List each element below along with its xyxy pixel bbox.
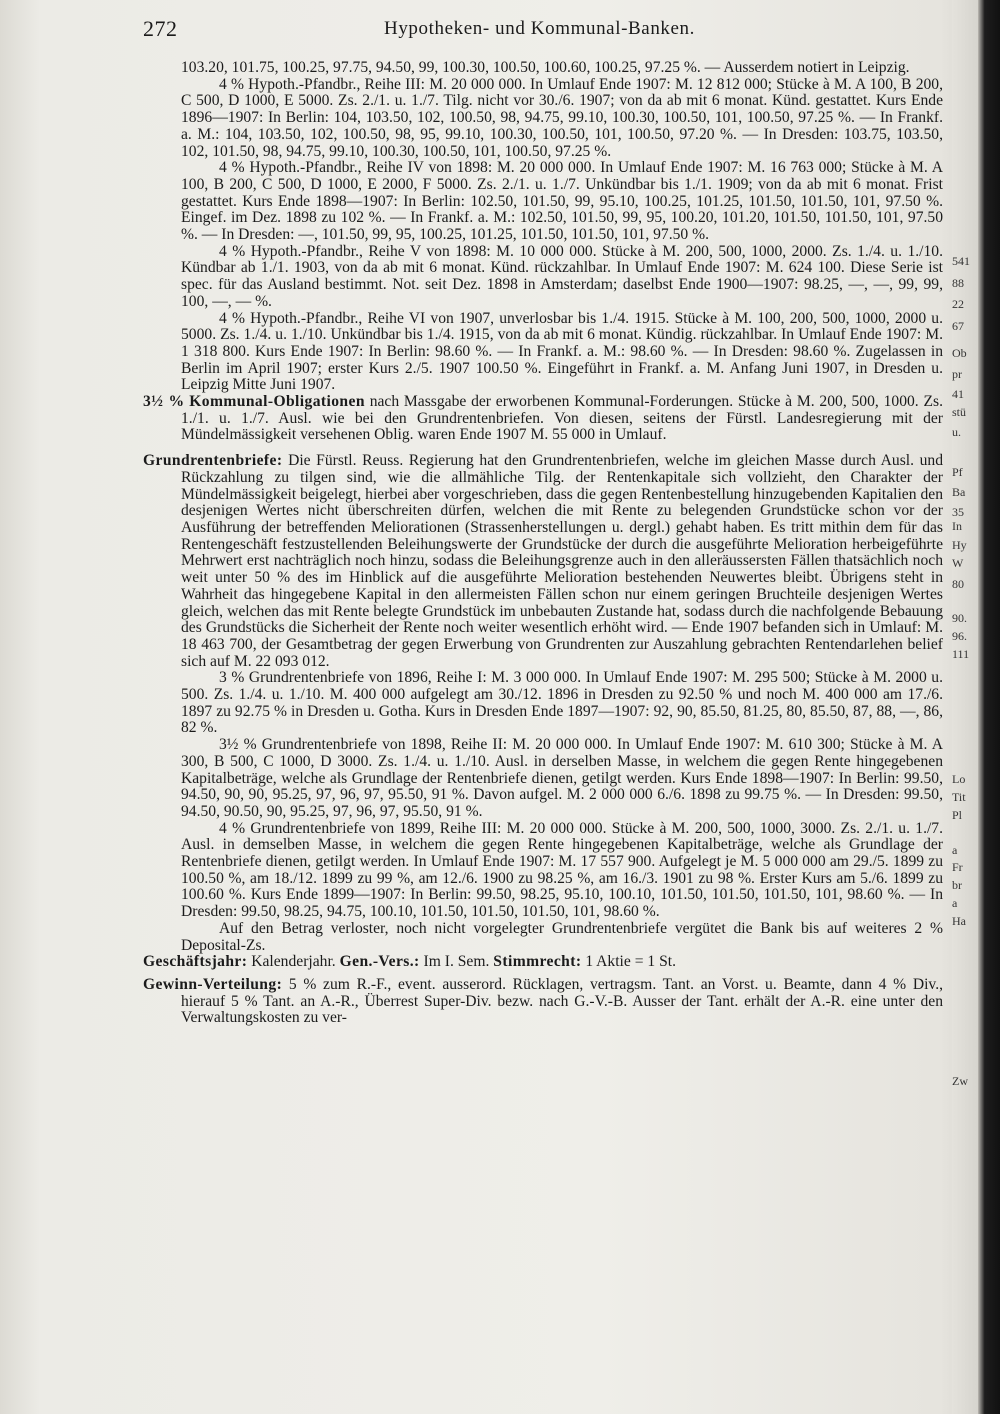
- page-number: 272: [143, 16, 178, 41]
- margin-fragment: br: [952, 879, 962, 892]
- margin-fragment: In: [952, 520, 962, 533]
- margin-fragment: 22: [952, 298, 964, 311]
- paragraph-depositalzinsen: Auf den Betrag verloster, noch nicht vorgelegter Grundrentenbriefe vergütet die Bank bis auf weiteres 2 % Deposital-Zs.: [181, 919, 943, 954]
- margin-fragment: u.: [952, 426, 961, 439]
- margin-fragment: 541: [952, 255, 970, 268]
- stimmrecht-text: 1 Aktie = 1 St.: [585, 953, 676, 971]
- grundrentenbriefe-heading: Grundrentenbriefe:: [143, 452, 283, 470]
- kommunal-heading: Kommunal-Obligationen: [189, 393, 365, 411]
- paragraph-kommunal-obligationen: [143, 394, 943, 444]
- margin-fragment: 67: [952, 320, 964, 333]
- page-body: [143, 60, 943, 1027]
- paragraph-grundrentenbriefe: [143, 453, 943, 670]
- paragraph-pfandbriefe-reihe-vi: 4 % Hypoth.-Pfandbr., Reihe VI von 1907, unverlosbar bis 1./4. 1915. Stücke à M. 100, 200, 500, 1000, 2000 u. 5000. Zs. 1./4. u. 1./10. Unkündbar bis 1./4. 1915, von da ab mit 6 monat. Kündig. rückzahlbar. In Umlauf Ende 1907: M. 1 318 800. Kurs Ende 1907: In Berlin: 98.60 %. — In Frankf. a. M.: 98.60 %. — In Dresden: 98.60 %. Zugelassen in Berlin im April 1907; erster Kurs 2./5. 1907 100.50 %. Eingeführt in Frankf. a. M. Anfang Juni 1907, in Dresden u. Leipzig Mitte Juni 1907.: [181, 309, 943, 394]
- paragraph-geschaeftsjahr: [143, 954, 943, 971]
- margin-fragment: Ha: [952, 915, 966, 928]
- margin-fragment: a: [952, 844, 958, 857]
- page-header: [0, 14, 1000, 44]
- gen-vers-text: Im I. Sem.: [423, 953, 490, 971]
- margin-fragment: Zw: [952, 1075, 968, 1088]
- margin-fragment: Lo: [952, 773, 966, 786]
- paragraph-grundrentenbriefe-reihe-i: 3 % Grundrentenbriefe von 1896, Reihe I: M. 3 000 000. In Umlauf Ende 1907: M. 295 500; Stücke à M. 2000 u. 500. Zs. 1./4. u. 1./10. M. 400 000 aufgelegt am 30./12. 1896 in Dresden zu 92.50 % und noch M. 400 000 am 17./6. 1897 zu 92.75 % in Dresden u. Gotha. Kurs in Dresden Ende 1897—1907: 92, 90, 85.50, 81.25, 80, 85.50, 87, 88, —, 86, 82 %.: [181, 669, 943, 737]
- margin-fragment: Ob: [952, 347, 967, 360]
- gewinn-verteilung-heading: Gewinn-Verteilung:: [143, 975, 283, 993]
- margin-fragment: Pl: [952, 809, 963, 822]
- paragraph-pfandbriefe-reihe-iv: 4 % Hypoth.-Pfandbr., Reihe IV von 1898: M. 20 000 000. In Umlauf Ende 1907: M. 16 763 000; Stücke à M. A 100, B 200, C 500, D 1000, E 2000, F 5000. Zs. 2./1. u. 1./7. Unkündbar bis 1./1. 1909; von da ab mit 6 monat. Frist gestattet. Kurs Ende 1898—1907: In Berlin: 102.50, 101.50, 99, 95.10, 100.25, 101.25, 101.50, 101.50, 101, 97.50 %. Eingef. im Dez. 1898 zu 102 %. — In Frankf. a. M.: 102.50, 101.50, 99, 95, 100.20, 101.20, 101.50, 101.50, 101, 97.50 %. — In Dresden: —, 101.50, 99, 95, 100.25, 101.25, 101.50, 101.50, 101, 97.50 %.: [181, 159, 943, 244]
- book-gutter-shadow: [978, 0, 1000, 1414]
- margin-fragment: pr: [952, 368, 962, 381]
- gewinn-verteilung-text: 5 % zum R.-F., event. ausserord. Rücklagen, vertragsm. Tant. an Vorst. u. Beamte, dann 4 % Div., hierauf 5 % Tant. an A.-R., Überrest Super-Div. bezw. nach G.-V.-B. Ausser der Tant. erhält der A.-R. eine unter den Verwaltungskosten zu ver-: [181, 975, 943, 1027]
- margin-fragment: 111: [952, 648, 970, 661]
- margin-fragment: stü: [952, 406, 967, 419]
- kommunal-prefix: 3½ %: [143, 393, 185, 411]
- margin-fragment: Hy: [952, 539, 967, 552]
- margin-fragment: 90.: [952, 612, 967, 625]
- geschaeftsjahr-heading: Geschäftsjahr:: [143, 953, 248, 971]
- paragraph-pfandbriefe-reihe-iii: 4 % Hypoth.-Pfandbr., Reihe III: M. 20 000 000. In Umlauf Ende 1907: M. 12 812 000; Stücke à M. A 100, B 200, C 500, D 1000, E 5000. Zs. 2./1. u. 1./7. Tilg. nicht vor 30./6. 1907; von da ab mit 6 monat. Künd. gestattet. Kurs Ende 1896—1907: In Berlin: 104, 103.50, 102, 100.50, 98, 94.75, 99.10, 100.30, 100.50, 101, 100.50, 97.25 %. — In Frankf. a. M.: 104, 103.50, 102, 100.50, 98, 95, 99.10, 100.30, 100.50, 101, 100.50, 97.20 %. — In Dresden: 103.75, 103.50, 102, 101.50, 98, 94.75, 99.10, 100.30, 100.50, 101, 100.50, 97.25 %.: [181, 75, 943, 160]
- paragraph-pfandbriefe-reihe-v: 4 % Hypoth.-Pfandbr., Reihe V von 1898: M. 10 000 000. Stücke à M. 200, 500, 1000, 2000. Zs. 1./4. u. 1./10. Kündbar ab 1./1. 1903, von da ab mit 6 monat. Künd. rückzahlbar. In Umlauf Ende 1907: M. 624 100. Diese Serie ist spec. für das Ausland bestimmt. Not. seit Dez. 1898 in Amsterdam; daselbst Ende 1900—1907: 98.25, —, —, 99, 99, 100, —, — %.: [181, 242, 943, 310]
- adjacent-page-margin: [952, 0, 978, 1414]
- margin-fragment: Fr: [952, 861, 963, 874]
- margin-fragment: 80: [952, 578, 964, 591]
- paragraph-grundrentenbriefe-reihe-ii: 3½ % Grundrentenbriefe von 1898, Reihe II: M. 20 000 000. In Umlauf Ende 1907: M. 610 300; Stücke à M. A 300, B 500, C 1000, D 3000. Zs. 1./4. u. 1./10. Ausl. in derselben Masse, in welchem die gegen Rente hingegebenen Kapitalbeträge, welche als Grundlage der Rentenbriefe dienen, getilgt werden. Kurs Ende 1898—1907: In Berlin: 99.50, 94.50, 90, 90, 95.25, 97, 96, 97, 95.50, 91 %. Davon aufgel. M. 2 000 000 6./6. 1898 zu 99.75 %. — In Dresden: 99.50, 94.50, 90.50, 90, 95.25, 97, 96, 97, 95.50, 91 %.: [181, 736, 943, 820]
- margin-fragment: 35: [952, 506, 964, 519]
- gen-vers-heading: Gen.-Vers.:: [339, 953, 420, 971]
- margin-fragment: 96.: [952, 630, 967, 643]
- paragraph-reihe-ii-continuation: 103.20, 101.75, 100.25, 97.75, 94.50, 99, 100.30, 100.50, 100.60, 100.25, 97.25 %. — Ausserdem notiert in Leipzig.: [181, 59, 910, 76]
- stimmrecht-heading: Stimmrecht:: [493, 953, 582, 971]
- margin-fragment: a: [952, 897, 958, 910]
- margin-fragment: W: [952, 557, 964, 570]
- margin-fragment: Tit: [952, 791, 966, 804]
- margin-fragment: Ba: [952, 486, 966, 499]
- paragraph-grundrentenbriefe-reihe-iii: 4 % Grundrentenbriefe von 1899, Reihe III: M. 20 000 000. Stücke à M. 200, 500, 1000, 3000. Zs. 2./1. u. 1./7. Ausl. in demselben Masse, in welchem die gegen Rente hingegebenen Kapitalbeträge, welche als Grundlage der Rentenbriefe dienen, getilgt werden. In Umlauf Ende 1907: M. 17 557 900. Aufgelegt je M. 5 000 000 am 29./5. 1899 zu 100.50 %, am 18./12. 1899 zu 99 %, am 12./6. 1900 zu 98.25 %, am 16./3. 1901 zu 98 %. Erster Kurs am 5./6. 1899 zu 100.60 %. Kurs Ende 1899—1907: In Berlin: 99.50, 98.25, 95.10, 100.10, 101.50, 101.50, 101.50, 101, 98.60 %. — In Dresden: 99.50, 98.25, 94.75, 100.10, 101.50, 101.50, 101.50, 101, 98.60 %.: [181, 819, 943, 921]
- paragraph-gewinn-verteilung: [143, 977, 943, 1027]
- kommunal-text: nach Massgabe der erworbenen Kommunal-Forderungen. Stücke à M. 200, 500, 1000. Zs. 1./1. u. 1./7. Ausl. wie bei den Grundrentenbriefen. Von diesen, seitens der Fürstl. Landesregierung mit der Mündelmässigkeit versehenen Oblig. waren Ende 1907 M. 55 000 in Umlauf.: [181, 393, 943, 444]
- margin-fragment: Pf: [952, 466, 963, 479]
- running-title: Hypotheken- und Kommunal-Banken.: [384, 18, 695, 39]
- geschaeftsjahr-text: Kalenderjahr.: [251, 953, 336, 971]
- margin-fragment: 41: [952, 388, 964, 401]
- grundrentenbriefe-text: Die Fürstl. Reuss. Regierung hat den Grundrentenbriefen, welche im gleichen Masse durch Ausl. und Rückzahlung zu tilgen sind, wie die allmähliche Tilg. der Rentenkapitale sich vollzieht, den Charakter der Mündelmässigkeit beigelegt, hierbei aber vorgeschrieben, dass die gegen Rentenbestellung hinzugebenden Kapitalien den desjenigen Wertes nicht überschreiten dürfen, welchen die mit Rente zu belegenden Grundstücke schon vor der Ausführung der betreffenden Meliorationen (Strassenherstellungen u. dergl.) gehabt haben. Es tritt mithin dem für das Rentengeschäft festzustellenden Beleihungswerte der Grundstücke der durch die ausgeführte Melioration herbeigeführte Mehrwert erst nachträglich noch hinzu, sodass die Beleihungsgrenze auch in den alleräussersten Fällen thatsächlich noch weit unter 50 % des im Hinblick auf die ausgeführte Melioration bestehenden Neuwertes bleibt. Übrigens steht in Wahrheit das hingegebene Kapital in den allermeisten Fällen schon nur einem geringen Bruchteile desjenigen Wertes gleich, welchen das mit Rente belegte Grundstück im unbebauten Zustande hat, sodass durch die nachfolgende Bebauung des Grundstücks die Sicherheit der Rente noch weiter wesentlich erhöht wird. — Ende 1907 befanden sich in Umlauf: M. 18 463 700, der Gesamtbetrag der gegen Erwerbung von Grundrenten zur Auszahlung gebrachten Rentendarlehen belief sich auf M. 22 093 012.: [181, 452, 943, 670]
- margin-fragment: 88: [952, 277, 964, 290]
